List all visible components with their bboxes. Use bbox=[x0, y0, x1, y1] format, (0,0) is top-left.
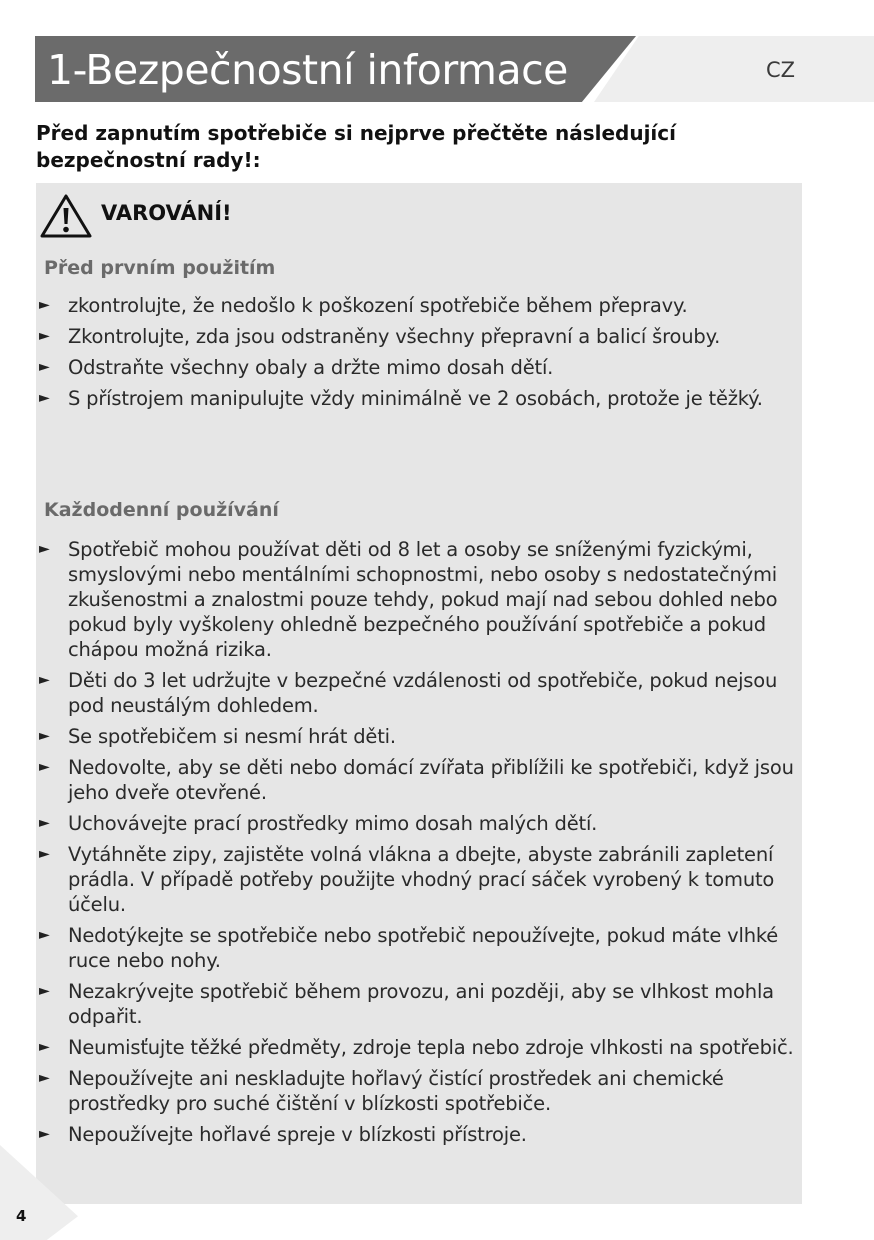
list-item bbox=[36, 537, 796, 662]
list-item bbox=[36, 1122, 796, 1147]
bullet-icon: ► bbox=[39, 297, 50, 313]
list-item bbox=[36, 811, 796, 836]
bullet-icon: ► bbox=[39, 1070, 50, 1086]
list-item bbox=[36, 724, 796, 749]
daily-use-list bbox=[36, 537, 796, 1153]
list-item-text: Nezakrývejte spotřebič během provozu, ani později, aby se vlhkost mohla odpařit. bbox=[68, 980, 774, 1028]
language-tab bbox=[594, 36, 874, 102]
list-item-text: Vytáhněte zipy, zajistěte volná vlákna a dbejte, abyste zabránili zapletení prádla. V případě potřeby použijte vhodný prací sáček vyrobený k tomuto účelu. bbox=[68, 843, 775, 916]
first-use-list bbox=[36, 293, 796, 417]
list-item-text: Děti do 3 let udržujte v bezpečné vzdálenosti od spotřebiče, pokud nejsou pod neustálým dohledem. bbox=[68, 669, 778, 717]
bullet-icon: ► bbox=[39, 846, 50, 862]
language-code: CZ bbox=[766, 58, 796, 82]
list-item bbox=[36, 293, 796, 318]
list-item-text: zkontrolujte, že nedošlo k poškození spotřebiče během přepravy. bbox=[68, 294, 688, 317]
list-item-text: Nedovolte, aby se děti nebo domácí zvířata přiblížili ke spotřebiči, když jsou jeho dveře otevřené. bbox=[68, 756, 794, 804]
list-item bbox=[36, 842, 796, 917]
list-item-text: Zkontrolujte, zda jsou odstraněny všechny přepravní a balicí šrouby. bbox=[68, 325, 721, 348]
page-number: 4 bbox=[16, 1207, 27, 1225]
list-item bbox=[36, 1035, 796, 1060]
list-item-text: Uchovávejte prací prostředky mimo dosah malých dětí. bbox=[68, 812, 598, 835]
bullet-icon: ► bbox=[39, 359, 50, 375]
list-item-text: Spotřebič mohou používat děti od 8 let a osoby se sníženými fyzickými, smyslovými nebo mentálními schopnostmi, nebo osoby s nedostatečnými zkušenostmi a znalostmi pouze tehdy, pokud mají nad sebou dohled nebo pokud byly vyškoleny ohledně bezpečného používání spotřebiče a pokud chápou možná rizika. bbox=[68, 538, 778, 661]
list-item-text: Neumisťujte těžké předměty, zdroje tepla nebo zdroje vlhkosti na spotřebič. bbox=[68, 1036, 794, 1059]
section-title-daily-use: Každodenní používání bbox=[44, 499, 279, 521]
section-title-first-use: Před prvním použitím bbox=[44, 257, 276, 279]
bullet-icon: ► bbox=[39, 328, 50, 344]
list-item bbox=[36, 355, 796, 380]
list-item bbox=[36, 1066, 796, 1116]
bullet-icon: ► bbox=[39, 390, 50, 406]
bullet-icon: ► bbox=[39, 815, 50, 831]
bullet-icon: ► bbox=[39, 927, 50, 943]
warning-title: VAROVÁNÍ! bbox=[101, 201, 232, 225]
list-item bbox=[36, 923, 796, 973]
list-item-text: Se spotřebičem si nesmí hrát děti. bbox=[68, 725, 396, 748]
list-item-text: Nedotýkejte se spotřebiče nebo spotřebič nepoužívejte, pokud máte vlhké ruce nebo nohy. bbox=[68, 924, 779, 972]
list-item bbox=[36, 324, 796, 349]
list-item bbox=[36, 386, 796, 411]
list-item-text: Nepoužívejte hořlavé spreje v blízkosti přístroje. bbox=[68, 1123, 527, 1146]
bullet-icon: ► bbox=[39, 983, 50, 999]
list-item bbox=[36, 668, 796, 718]
page-title: 1-Bezpečnostní informace bbox=[47, 46, 568, 94]
bullet-icon: ► bbox=[39, 672, 50, 688]
list-item-text: S přístrojem manipulujte vždy minimálně ve 2 osobách, protože je těžký. bbox=[68, 387, 763, 410]
bullet-icon: ► bbox=[39, 1126, 50, 1142]
intro-text: Před zapnutím spotřebiče si nejprve přečtěte následující bezpečnostní rady!: bbox=[36, 121, 676, 172]
warning-triangle-icon bbox=[40, 193, 92, 239]
bullet-icon: ► bbox=[39, 728, 50, 744]
bullet-icon: ► bbox=[39, 1039, 50, 1055]
list-item bbox=[36, 979, 796, 1029]
bullet-icon: ► bbox=[39, 759, 50, 775]
list-item-text: Nepoužívejte ani neskladujte hořlavý čistící prostředek ani chemické prostředky pro suché čištění v blízkosti spotřebiče. bbox=[68, 1067, 724, 1115]
bullet-icon: ► bbox=[39, 541, 50, 557]
list-item bbox=[36, 755, 796, 805]
list-item-text: Odstraňte všechny obaly a držte mimo dosah dětí. bbox=[68, 356, 554, 379]
